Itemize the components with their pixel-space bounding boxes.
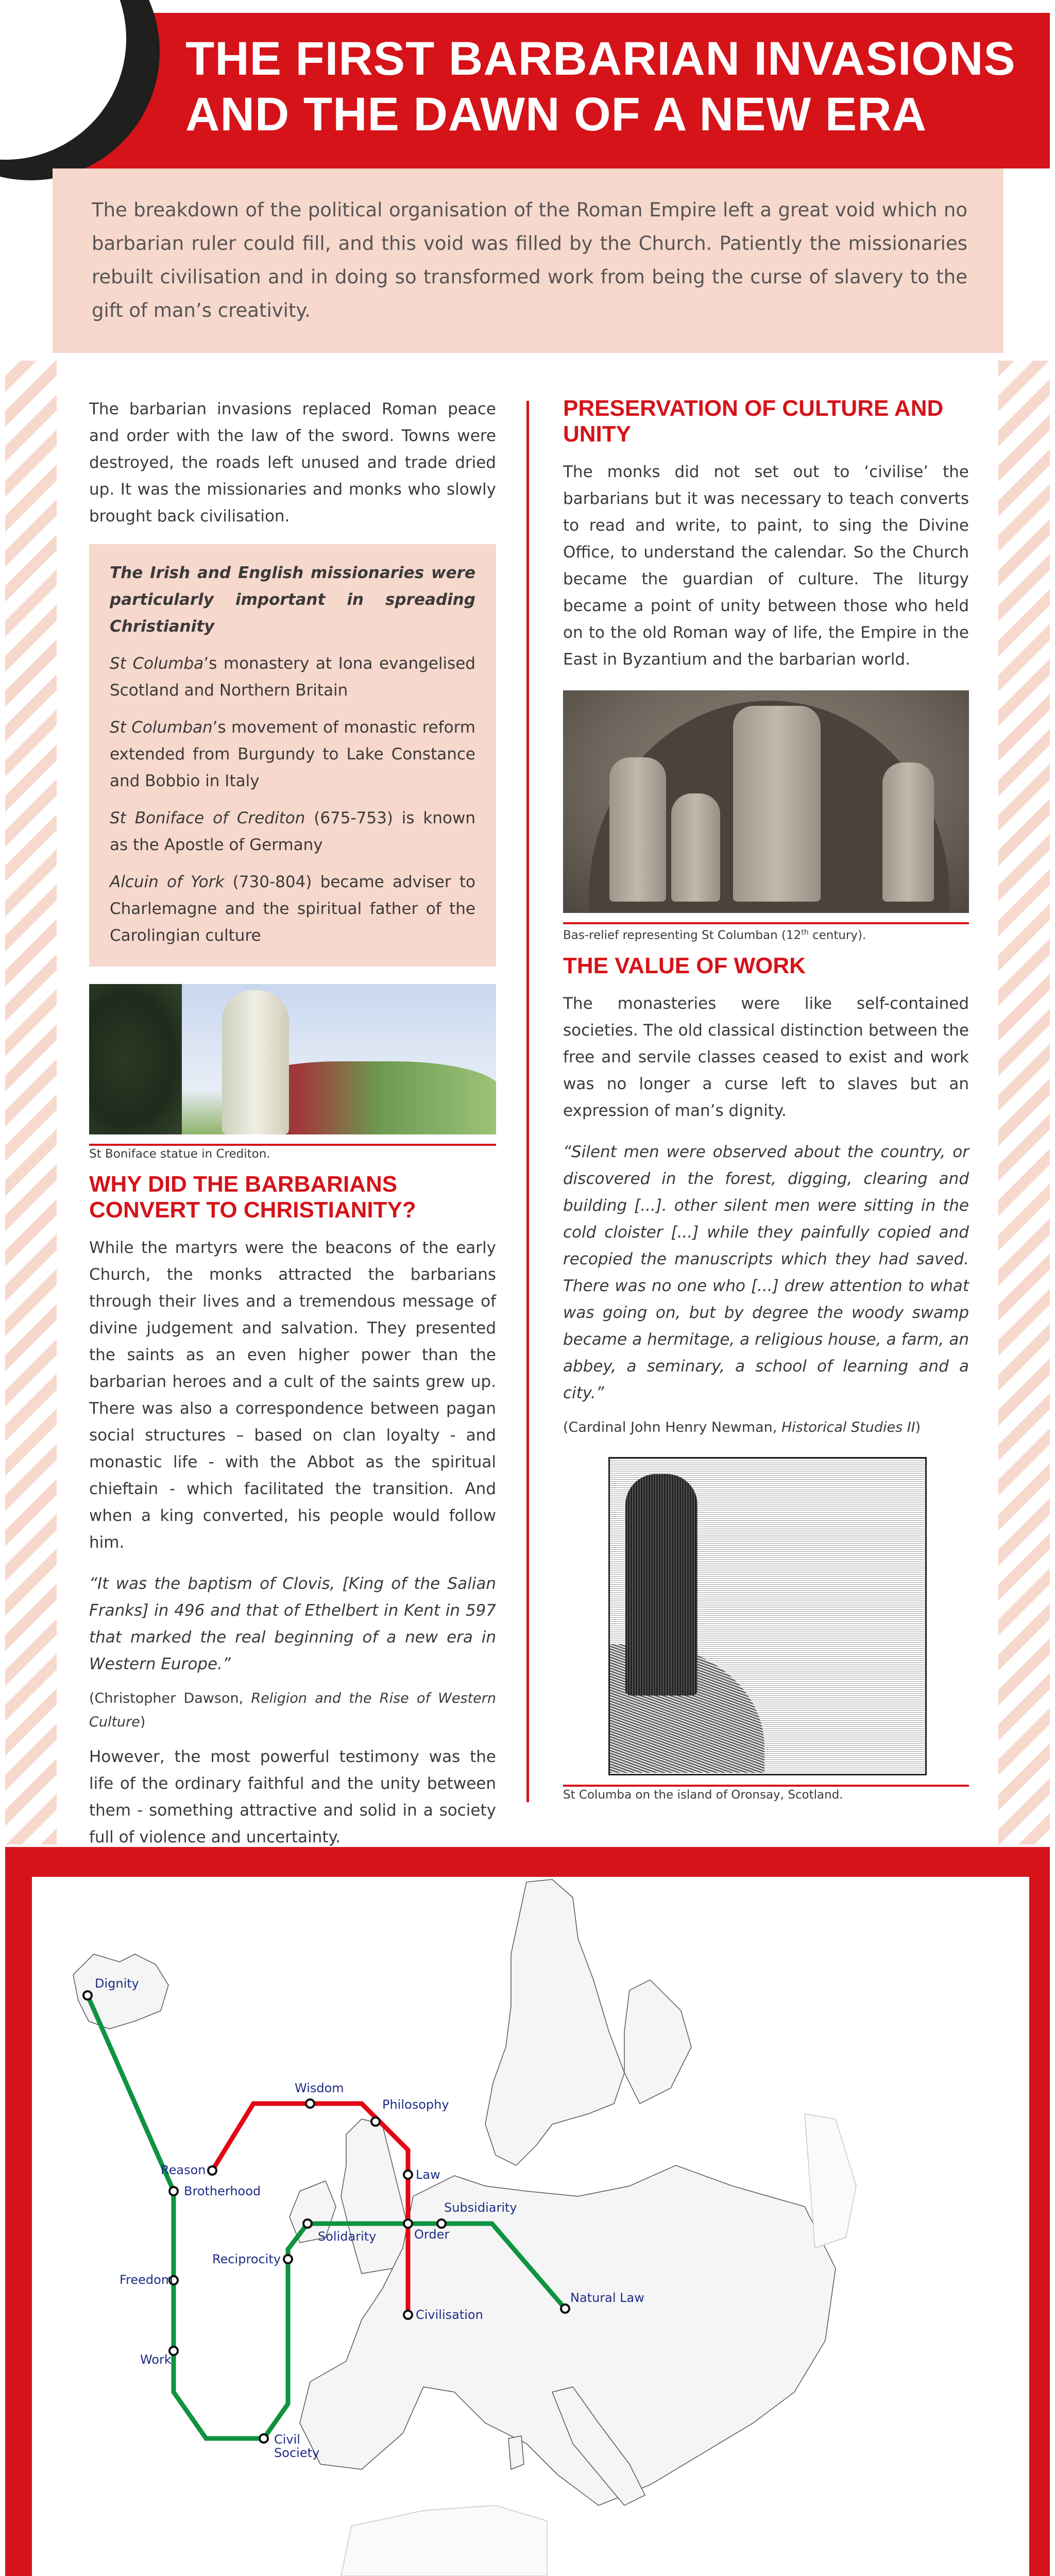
photo-statue [222, 990, 289, 1134]
engraving-wrapper [608, 1457, 924, 1775]
right-column [563, 396, 969, 1812]
quote-book-title: Religion and the Rise of Western Culture [89, 1690, 496, 1730]
station-civil-society[interactable] [260, 2434, 268, 2443]
relief-figure [733, 706, 821, 902]
station-law[interactable] [404, 2171, 412, 2179]
label-reason: Reason [161, 2163, 206, 2177]
callout-item-name: Alcuin of York [110, 873, 225, 891]
intro-text: The breakdown of the political organisation of the Roman Empire left a great void which no barbarian ruler could fill, and this void was filled by the Church. Patiently the missionaries rebuilt civilisation and in doing so transformed work from being the curse of slavery to the gift of man’s creativity. [92, 199, 967, 321]
relief-figure [609, 757, 666, 902]
quote-author: (Cardinal John Henry Newman, [563, 1419, 781, 1435]
station-wisdom[interactable] [306, 2099, 314, 2108]
station-reason[interactable] [208, 2166, 216, 2175]
dawson-quote-source [89, 1687, 496, 1734]
label-subsidiarity: Subsidiarity [444, 2200, 517, 2215]
callout-item-name: St Columba [110, 654, 204, 673]
sardinia-shape [508, 2436, 524, 2469]
title-line-1: THE FIRST BARBARIAN INVASIONS [185, 32, 1016, 85]
callout-lead: The Irish and English missionaries were particularly important in spreading Christianity [110, 564, 475, 636]
title-line-2: AND THE DAWN OF A NEW ERA [185, 88, 927, 141]
label-law: Law [416, 2167, 440, 2182]
quote-book-title: Historical Studies II [781, 1419, 915, 1435]
relief-figure [671, 793, 720, 902]
st-boniface-statue-photo [89, 984, 496, 1134]
station-dignity[interactable] [83, 1991, 92, 1999]
callout-item [110, 714, 475, 794]
photo-caption: St Columba on the island of Oronsay, Scotland. [563, 1788, 843, 1802]
label-freedom: Freedom [120, 2273, 174, 2287]
label-order: Order [414, 2227, 450, 2242]
callout-item-name: St Boniface of Crediton [110, 809, 305, 827]
closing-paragraph: However, the most powerful testimony was the life of the ordinary faithful and the unity between them - something attractive and solid in a society full of violence and uncertainty. [89, 1748, 496, 1846]
section-heading-culture: PRESERVATION OF CULTURE AND UNITY [563, 396, 944, 447]
work-paragraph: The monasteries were like self-contained societies. The old classical distinction between the free and servile classes ceased to exist and work was no longer a curse left to slaves but an expression of man’s dignity. [563, 994, 969, 1120]
callout-item [110, 650, 475, 704]
conversion-paragraph: While the martyrs were the beacons of the early Church, the monks attracted the barbarians through their lives and a tremendous message of divine judgement and salvation. They presented the saints as an even higher power than the barbarian heroes and a cult of the saints grew up. There was also a correspondence between pagan social structures – based on clan loyalty - and monastic life - with the Abbot as the spiritual chieftain - which facilitated the transition. And when a king converted, his people would follow him. [89, 1239, 496, 1552]
label-natural-law: Natural Law [570, 2291, 644, 2305]
station-civilisation[interactable] [404, 2311, 412, 2319]
st-columba-engraving [608, 1457, 927, 1775]
left-column [89, 396, 496, 1860]
engraving-monk [625, 1474, 697, 1696]
station-order[interactable] [404, 2219, 412, 2228]
callout-item-text: (675-753) is known as the Apostle of Germany [110, 809, 475, 854]
newman-quote: “Silent men were observed about the country, or discovered in the forest, digging, clearing and building [...]. other silent men were sitting in the cold cloister [...] while they painfully copied and recopied the manuscripts which they had saved. There was no one who [...] drew attention to what was going on, but by degree the woody swamp became a hermitage, a religious house, a farm, an abbey, a seminary, a school of learning and a city.” [563, 1142, 969, 1402]
label-solidarity: Solidarity [318, 2229, 377, 2244]
station-brotherhood[interactable] [169, 2187, 178, 2195]
section-heading-work: THE VALUE OF WORK [563, 953, 806, 978]
caption-text-end: century). [808, 928, 866, 942]
station-natural-law[interactable] [561, 2304, 569, 2313]
label-brotherhood: Brotherhood [184, 2184, 261, 2198]
station-reciprocity[interactable] [284, 2255, 292, 2263]
quote-source-end: ) [915, 1419, 921, 1435]
callout-item [110, 805, 475, 858]
newman-quote-source [563, 1416, 969, 1439]
label-wisdom: Wisdom [295, 2081, 344, 2095]
station-solidarity[interactable] [303, 2219, 312, 2228]
scandinavia-shape [485, 1879, 624, 2165]
callout-item [110, 869, 475, 949]
values-metro-map [32, 1877, 1029, 2576]
relief-figure [882, 762, 934, 902]
photo-caption: St Boniface statue in Crediton. [89, 1147, 270, 1161]
page-title [185, 31, 1041, 142]
quote-author: (Christopher Dawson, [89, 1690, 251, 1706]
column-divider [526, 401, 529, 1802]
label-civil-society-2: Society [274, 2446, 320, 2460]
missionaries-callout [89, 544, 496, 967]
st-columban-bas-relief-photo [563, 690, 969, 913]
label-work: Work [140, 2352, 172, 2367]
label-dignity: Dignity [95, 1976, 139, 1991]
callout-item-text: ’s monastery at Iona evangelised Scotland and Northern Britain [110, 654, 475, 700]
dawson-quote: “It was the baptism of Clovis, [King of the Salian Franks] in 496 and that of Ethelbert in Kent in 597 that marked the real beginning of a new era in Western Europe.” [89, 1574, 496, 1673]
station-philosophy[interactable] [371, 2117, 380, 2126]
label-philosophy: Philosophy [382, 2097, 449, 2112]
label-reciprocity: Reciprocity [212, 2252, 281, 2266]
caption-text: Bas-relief representing St Columban (12 [563, 928, 802, 942]
photo-trees-left [89, 984, 182, 1134]
left-stripe-border [5, 361, 57, 1844]
quote-source-end: ) [140, 1714, 146, 1730]
metro-map-svg [32, 1877, 1029, 2576]
callout-item-name: St Columban [110, 718, 213, 737]
opening-paragraph: The barbarian invasions replaced Roman peace and order with the law of the sword. Towns were destroyed, the roads left unused and trade dried up. It was the missionaries and monks who slowly brought back civilisation. [89, 400, 496, 526]
callout-item-text: (730-804) became adviser to Charlemagne and the spiritual father of the Carolingian culture [110, 873, 475, 945]
culture-paragraph: The monks did not set out to ‘civilise’ the barbarians but it was necessary to teach converts to read and write, to paint, to sing the Divine Office, to understand the calendar. So the Church became the guardian of culture. The liturgy became a point of unity between those who held on to the old Roman way of life, the Empire in the East in Byzantium and the barbarian world. [563, 463, 969, 669]
station-subsidiarity[interactable] [437, 2219, 446, 2228]
caption-superscript: th [801, 928, 809, 937]
photo-caption [563, 924, 969, 944]
label-civilisation: Civilisation [416, 2308, 483, 2322]
callout-item-text: ’s movement of monastic reform extended from Burgundy to Lake Constance and Bobbio in Italy [110, 718, 476, 790]
section-heading-conversion: WHY DID THE BARBARIANS CONVERT TO CHRISTIANITY? [89, 1172, 416, 1223]
right-stripe-border [998, 361, 1050, 1844]
finland-shape [624, 1980, 691, 2104]
label-civil-society-1: Civil [274, 2432, 300, 2447]
